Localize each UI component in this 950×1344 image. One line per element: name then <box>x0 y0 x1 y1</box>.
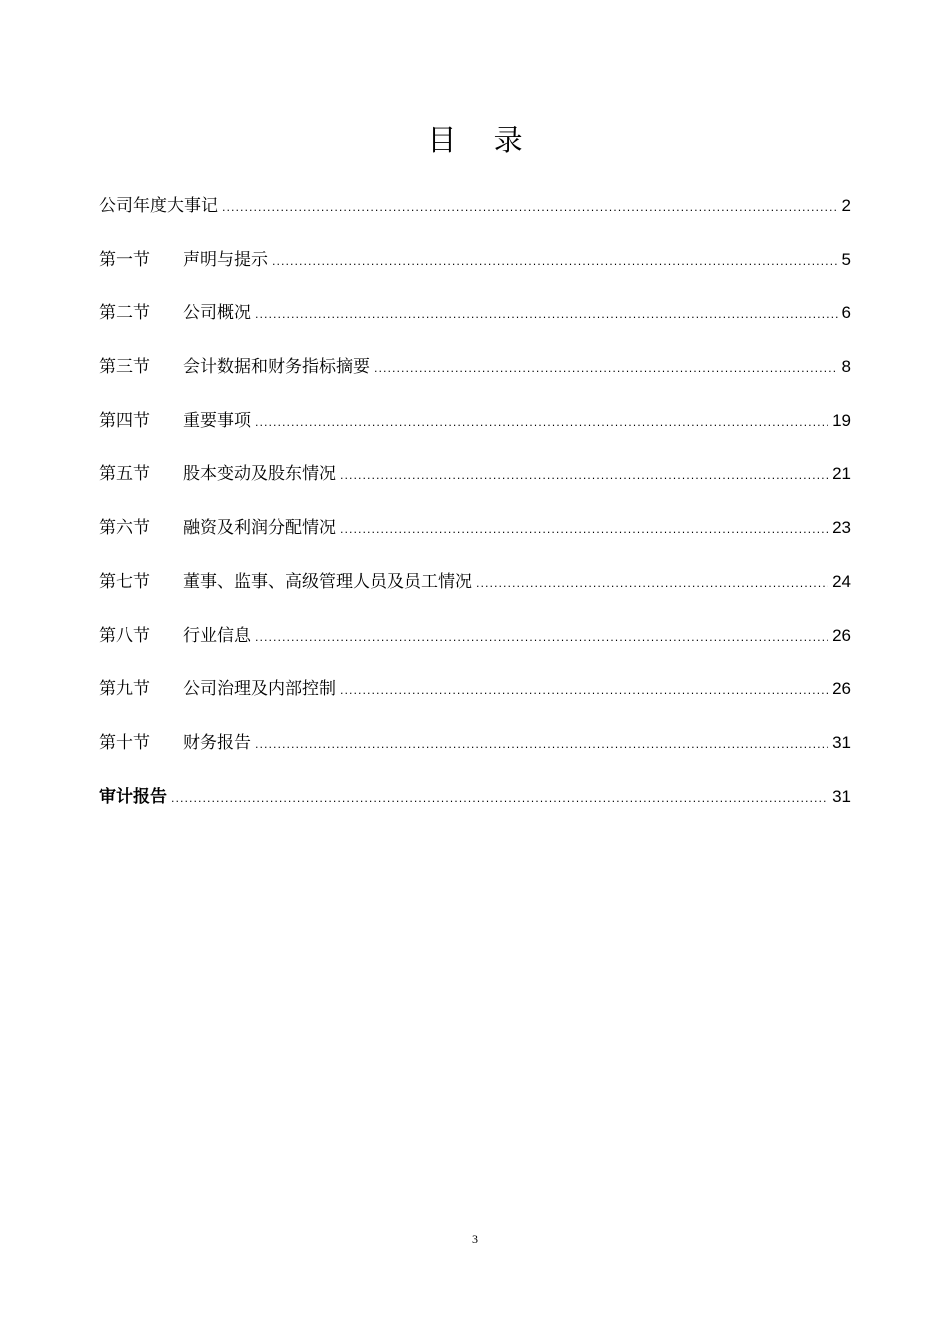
toc-entry-page: 21 <box>832 464 851 484</box>
toc-entry[interactable] <box>99 623 851 677</box>
toc-entry-title: 股本变动及股东情况 <box>183 464 336 485</box>
toc-entry[interactable] <box>99 569 851 623</box>
page-title: 目 录 <box>427 123 537 157</box>
toc-entry-section: 第十节 <box>99 732 150 753</box>
toc-entry[interactable] <box>99 730 851 784</box>
toc-entry-section: 第六节 <box>99 518 150 539</box>
toc-entry-page: 19 <box>832 410 851 430</box>
toc-entry-page: 23 <box>832 518 851 538</box>
toc-entry-title: 公司概况 <box>183 303 251 324</box>
toc-leader <box>222 195 838 221</box>
toc-entry-section: 第四节 <box>99 410 150 431</box>
toc-leader <box>340 517 828 543</box>
toc-entry[interactable] <box>99 461 851 515</box>
toc-entry[interactable] <box>99 193 851 247</box>
toc-entry[interactable] <box>99 515 851 569</box>
toc-entry-page: 5 <box>841 249 851 269</box>
toc-entry-page: 8 <box>841 357 851 377</box>
toc-entry[interactable] <box>99 676 851 730</box>
toc-entry-page: 31 <box>832 732 851 752</box>
toc-entry-title: 董事、监事、高级管理人员及员工情况 <box>183 571 472 592</box>
toc-leader <box>255 732 828 758</box>
toc-entry-title: 重要事项 <box>183 410 251 431</box>
toc-entry-title: 公司年度大事记 <box>99 196 218 216</box>
toc-leader <box>476 571 828 597</box>
table-of-contents <box>99 193 851 837</box>
toc-leader <box>272 249 838 275</box>
toc-entry-title: 审计报告 <box>99 786 167 807</box>
toc-entry-section: 第八节 <box>99 625 150 646</box>
page-number: 3 <box>472 1232 478 1246</box>
toc-entry-section: 第七节 <box>99 571 150 592</box>
toc-entry-title: 会计数据和财务指标摘要 <box>183 357 370 378</box>
toc-entry-title: 声明与提示 <box>183 249 268 270</box>
toc-entry-page: 24 <box>832 571 851 591</box>
toc-entry-title: 财务报告 <box>183 732 251 753</box>
toc-entry[interactable] <box>99 784 851 838</box>
toc-leader <box>374 356 838 382</box>
toc-entry[interactable] <box>99 247 851 301</box>
toc-entry-title: 融资及利润分配情况 <box>183 518 336 539</box>
toc-entry-section: 第五节 <box>99 464 150 485</box>
toc-entry-page: 26 <box>832 679 851 699</box>
toc-entry-page: 2 <box>841 196 851 215</box>
toc-entry-page: 31 <box>832 786 851 806</box>
toc-entry[interactable] <box>99 300 851 354</box>
toc-leader <box>171 786 828 812</box>
toc-leader <box>340 463 828 489</box>
toc-leader <box>255 302 838 328</box>
toc-entry-page: 26 <box>832 625 851 645</box>
toc-entry-section: 第九节 <box>99 679 150 700</box>
toc-entry-title: 行业信息 <box>183 625 251 646</box>
toc-leader <box>255 410 828 436</box>
toc-entry-title: 公司治理及内部控制 <box>183 679 336 700</box>
toc-entry-section: 第三节 <box>99 357 150 378</box>
toc-entry[interactable] <box>99 354 851 408</box>
toc-entry[interactable] <box>99 408 851 462</box>
toc-entry-section: 第二节 <box>99 303 150 324</box>
toc-entry-page: 6 <box>841 303 851 323</box>
toc-leader <box>255 625 828 651</box>
toc-entry-section: 第一节 <box>99 249 150 270</box>
toc-leader <box>340 678 828 704</box>
